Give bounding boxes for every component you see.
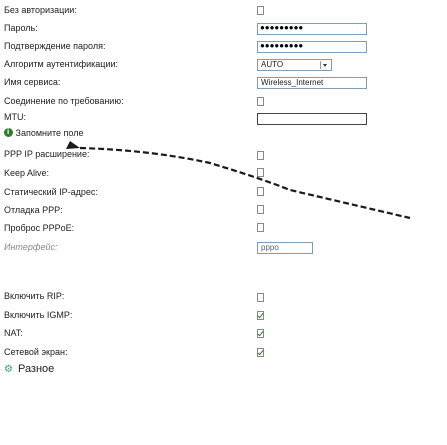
auth-algorithm-value: AUTO — [261, 60, 284, 69]
ppp-debug-label: Отладка PPP: — [4, 205, 63, 215]
pppoe-pass-checkbox[interactable] — [257, 223, 264, 232]
mtu-input[interactable] — [257, 113, 367, 125]
password-input[interactable]: ●●●●●●●●● — [257, 23, 367, 35]
password-confirm-label: Подтверждение пароля: — [4, 41, 106, 51]
ppp-debug-checkbox[interactable] — [257, 205, 264, 214]
login-label: Без авторизации: — [4, 5, 77, 15]
password-confirm-input[interactable]: ●●●●●●●●● — [257, 41, 367, 53]
igmp-checkbox[interactable] — [257, 311, 264, 320]
service-name-label: Имя сервиса: — [4, 77, 61, 87]
service-name-input[interactable]: Wireless_Internet — [257, 77, 367, 89]
mtu-label: MTU: — [4, 112, 26, 122]
firewall-label: Сетевой экран: — [4, 347, 68, 357]
chevron-down-icon — [320, 61, 330, 69]
connect-on-demand-label: Соединение по требованию: — [4, 96, 124, 106]
nat-label: NAT: — [4, 328, 23, 338]
rip-label: Включить RIP: — [4, 291, 65, 301]
hint-row — [4, 127, 84, 138]
login-checkbox[interactable] — [257, 6, 264, 15]
firewall-checkbox[interactable] — [257, 348, 264, 357]
lcp-echo-checkbox[interactable] — [257, 151, 264, 160]
static-ip-label: Статический IP-адрес: — [4, 187, 98, 197]
info-icon — [4, 128, 13, 137]
igmp-label: Включить IGMP: — [4, 310, 73, 320]
password-label: Пароль: — [4, 23, 38, 33]
section-misc-title: Разное — [17, 363, 55, 375]
pppoe-pass-label: Проброс PPPoE: — [4, 223, 75, 233]
connect-on-demand-checkbox[interactable] — [257, 97, 264, 106]
static-ip-checkbox[interactable] — [257, 187, 264, 196]
vendor-input[interactable]: pppo — [257, 242, 313, 254]
keep-alive-label: Keep Alive: — [4, 168, 50, 178]
lcp-echo-label: PPP IP расширение: — [4, 149, 90, 159]
vendor-label: Интерфейс: — [4, 242, 58, 252]
auth-algorithm-select[interactable] — [257, 59, 332, 71]
nat-checkbox[interactable] — [257, 329, 264, 338]
gear-icon: ⚙ — [4, 363, 13, 375]
section-misc — [4, 363, 54, 375]
rip-checkbox[interactable] — [257, 293, 264, 302]
auth-algorithm-label: Алгоритм аутентификации: — [4, 59, 119, 69]
keep-alive-checkbox[interactable] — [257, 168, 264, 177]
hint-text: Запомните поле — [15, 128, 84, 138]
